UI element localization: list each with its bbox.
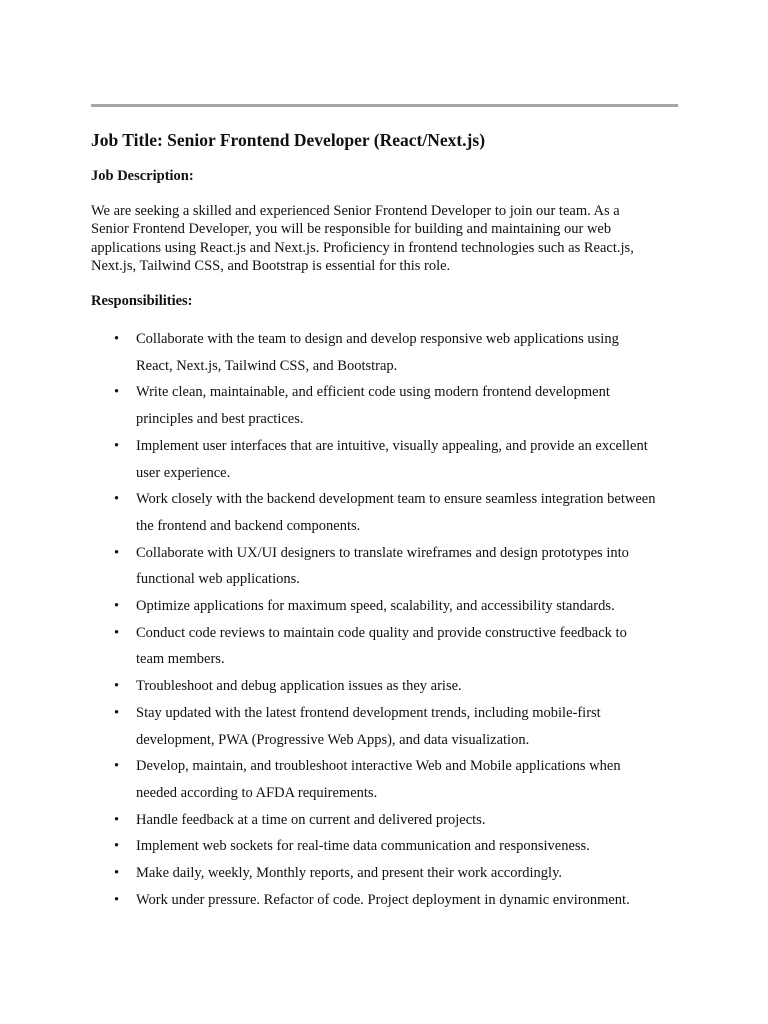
responsibility-line: team members.: [136, 651, 225, 668]
description-line: We are seeking a skilled and experienced Senior Frontend Developer to join our team. As a: [91, 203, 620, 219]
responsibility-item: [0, 433, 768, 486]
responsibility-line: React, Next.js, Tailwind CSS, and Bootstrap.: [136, 357, 398, 374]
responsibility-item: [0, 620, 768, 673]
responsibility-line: Implement web sockets for real-time data communication and responsiveness.: [136, 838, 590, 855]
bullet-icon: •: [114, 811, 120, 828]
responsibility-line: the frontend and backend components.: [136, 517, 361, 534]
responsibility-line: Collaborate with UX/UI designers to translate wireframes and design prototypes into: [136, 544, 629, 561]
bullet-icon: •: [114, 704, 120, 721]
bullet-icon: •: [114, 491, 120, 508]
responsibility-item: [0, 593, 768, 620]
description-line: Next.js, Tailwind CSS, and Bootstrap is essential for this role.: [91, 258, 451, 275]
responsibility-line: Work under pressure. Refactor of code. Project deployment in dynamic environment.: [136, 891, 630, 908]
responsibility-item: [0, 673, 768, 700]
responsibility-item: [0, 753, 768, 806]
responsibility-item: [0, 887, 768, 914]
responsibility-line: principles and best practices.: [136, 411, 304, 428]
description-line: applications using React.js and Next.js. Proficiency in frontend technologies such as React.js,: [91, 239, 634, 256]
responsibility-item: [0, 540, 768, 593]
responsibility-line: Stay updated with the latest frontend development trends, including mobile-first: [136, 704, 601, 721]
responsibility-item: [0, 860, 768, 887]
responsibility-line: Handle feedback at a time on current and delivered projects.: [136, 811, 486, 828]
responsibility-line: Optimize applications for maximum speed, scalability, and accessibility standards.: [136, 598, 615, 615]
bullet-icon: •: [114, 437, 120, 454]
bullet-icon: •: [114, 624, 120, 641]
bullet-icon: •: [114, 384, 120, 401]
description-line: Senior Frontend Developer, you will be responsible for building and maintaining our web: [91, 221, 612, 238]
bullet-icon: •: [114, 838, 120, 855]
responsibility-item: [0, 700, 768, 753]
description-heading: Job Description:: [91, 168, 194, 184]
responsibilities-heading: Responsibilities:: [91, 293, 193, 309]
responsibility-item: [0, 833, 768, 860]
responsibility-line: needed according to AFDA requirements.: [136, 784, 378, 801]
responsibility-line: Develop, maintain, and troubleshoot interactive Web and Mobile applications when: [136, 758, 621, 775]
responsibility-line: Write clean, maintainable, and efficient code using modern frontend development: [136, 384, 610, 401]
bullet-icon: •: [114, 598, 120, 615]
responsibility-item: [0, 486, 768, 539]
job-title: Job Title: Senior Frontend Developer (React/Next.js): [91, 130, 486, 150]
bullet-icon: •: [114, 891, 120, 908]
responsibility-line: Troubleshoot and debug application issues as they arise.: [136, 678, 462, 695]
bullet-icon: •: [114, 865, 120, 882]
responsibility-line: Make daily, weekly, Monthly reports, and present their work accordingly.: [136, 865, 563, 882]
bullet-icon: •: [114, 544, 120, 561]
bullet-icon: •: [114, 678, 120, 695]
responsibility-line: Work closely with the backend development team to ensure seamless integration between: [136, 491, 656, 508]
responsibility-item: [0, 379, 768, 432]
responsibility-item: [0, 807, 768, 834]
description-paragraph: [91, 202, 681, 276]
responsibility-line: user experience.: [136, 464, 231, 481]
responsibility-line: Collaborate with the team to design and develop responsive web applications using: [136, 331, 619, 347]
responsibilities-list: [0, 326, 768, 913]
bullet-icon: •: [114, 331, 120, 347]
responsibility-line: functional web applications.: [136, 571, 300, 588]
responsibility-line: Implement user interfaces that are intuitive, visually appealing, and provide an excellent: [136, 437, 648, 454]
responsibility-line: Conduct code reviews to maintain code quality and provide constructive feedback to: [136, 624, 627, 641]
responsibility-item: [0, 326, 768, 379]
responsibility-line: development, PWA (Progressive Web Apps), and data visualization.: [136, 731, 530, 748]
bullet-icon: •: [114, 758, 120, 775]
horizontal-rule: [91, 104, 678, 107]
